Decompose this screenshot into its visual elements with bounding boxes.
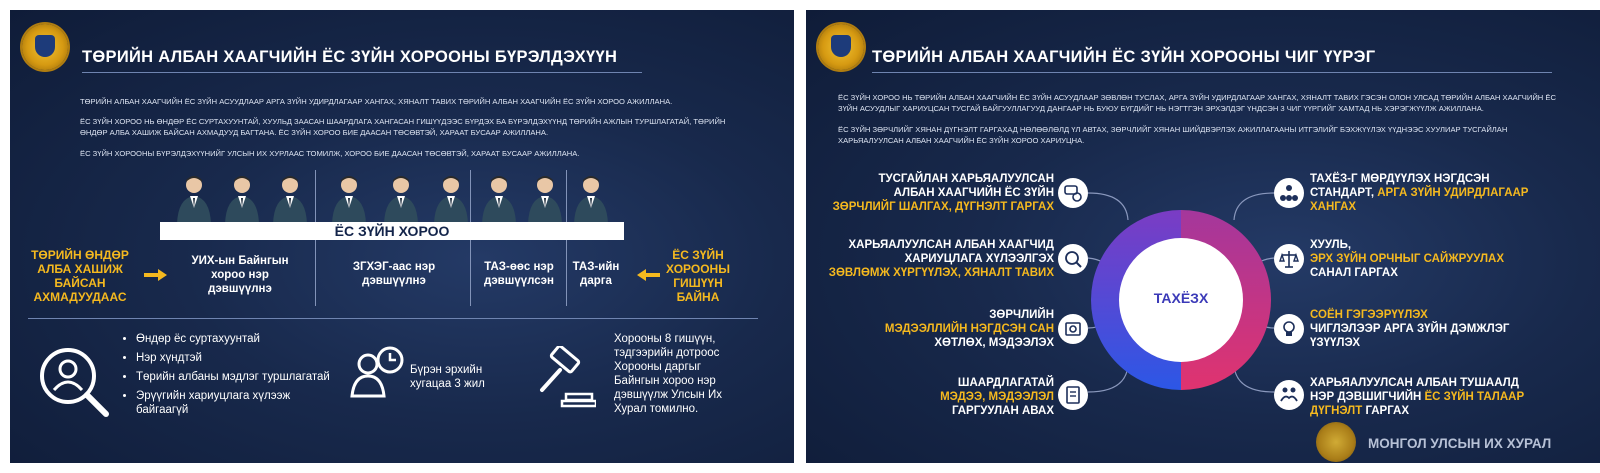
requirement-item: • Төрийн албаны мэдлэг туршлагатай — [136, 370, 336, 384]
right-paragraph-2: ЁС ЗҮЙН ЗӨРЧЛИЙГ ХЯНАН ДҮГНЭЛТ ГАРГАХАД НӨЛӨӨЛӨЛД ҮЛ АВТАХ, ЗӨРЧЛИЙГ ХЯНАН ШИЙДВЭРЛЭХ АЖИЛЛАГААНЫ ИТГЭЛИЙГ БЭХЖҮҮЛЭХ ҮҮДНЭЭС ХУУЛИАР ТУСГАЙЛАН ХАРЬЯАЛУУЛСАН АЛБАН ХААГЧИЙН ЁС ЗҮЙН ХОРОО ХАРИУЦНА. — [838, 125, 1508, 145]
org-icon — [1274, 178, 1304, 208]
divider — [28, 318, 758, 319]
left-paragraph-1: ТӨРИЙН АЛБАН ХААГЧИЙН ЁС ЗҮЙН АСУУДЛААР АРГА ЗҮЙН УДИРДЛАГААР ХАНГАХ, ХЯНАЛТ ТАВИХ ТӨРИЙН АЛБАН ХААГЧИЙН ЁС ЗҮЙН ХОРОО АЖИЛЛАНА. — [80, 97, 673, 106]
person-icon — [382, 174, 420, 224]
database-icon — [1058, 314, 1088, 344]
center-label: ТАХЁЗХ — [1153, 290, 1209, 306]
chair-line: тэдгээрийн дотроос — [614, 347, 720, 359]
person-icon — [480, 174, 518, 224]
left-note-line: ТӨРИЙН ӨНДӨР — [31, 248, 129, 262]
right-item-3 — [1310, 308, 1560, 350]
person-icon — [330, 174, 368, 224]
item-line: ХАРИУЦЛАГА ХҮЛЭЭЛГЭХ — [904, 253, 1054, 265]
left-note-line: АЛБА ХАШИЖ — [37, 262, 123, 276]
right-paragraph-1: ЁС ЗҮЙН ХОРОО НЬ ТӨРИЙН АЛБАН ХААГЧИЙН ЁС ЗҮЙН АСУУДЛААР ЗӨВЛӨН ТУСЛАХ, АРГА ЗҮЙН УДИРДЛАГААР ХАНГАХ, ХЯНАЛТ ТАВИХ ГЭСЭН ОЛОН УЛСАД ТӨРИЙН АЛБАН ХААГЧИЙН ЁС ЗҮЙН АСУУДЛЫГ ХАРИУЦСАН ТУСГАЙ БАЙГУУЛЛАГУУД ДАНГААР НЬ БУЮУ БҮГДИЙГ НЬ НЭГТГЭН ЭРХЭЛДЭГ ҮНДСЭН 3 ЧИГ ҮҮРГИЙГ ХАМТАД НЬ ХЭРЭГЖҮҮЛЖ АЖИЛЛАНА. — [838, 93, 1556, 113]
item-line: ЗӨРЧЛИЙГ ШАЛГАХ, ДҮГНЭЛТ ГАРГАХ — [832, 201, 1054, 213]
right-note-line: ГИШҮҮН — [673, 276, 723, 290]
item-text: ГАРГАХ — [1365, 405, 1409, 417]
item-highlight: АРГА ЗҮЙН УДИРДЛАГААР — [1377, 187, 1529, 199]
item-line: ЭРХ ЗҮЙН ОРЧНЫГ САЙЖРУУЛАХ — [1310, 253, 1505, 265]
column-3 — [474, 260, 564, 288]
right-item-1 — [1310, 172, 1560, 214]
person-icon — [271, 174, 309, 224]
item-text: НЭР ДЭВШИГЧИЙН — [1310, 391, 1425, 403]
requirements-list — [120, 332, 336, 422]
right-item-4 — [1310, 376, 1560, 418]
committee-bar: ЁС ЗҮЙН ХОРОО — [160, 222, 624, 240]
left-note — [20, 248, 140, 304]
person-icon — [572, 174, 610, 224]
gavel-icon — [536, 346, 596, 408]
item-line: ХУУЛЬ, — [1310, 239, 1352, 251]
person-icon — [175, 174, 213, 224]
footer-text: МОНГОЛ УЛСЫН ИХ ХУРАЛ — [1368, 436, 1552, 451]
arrow-left-icon — [636, 268, 660, 282]
term-text — [410, 363, 520, 391]
item-line — [1310, 404, 1560, 418]
left-item-1 — [818, 172, 1054, 214]
footer-emblem-icon — [1316, 422, 1356, 462]
search-list-icon — [1058, 244, 1088, 274]
left-note-line: БАЙСАН — [54, 276, 106, 290]
left-item-2 — [818, 238, 1054, 280]
scales-icon — [1274, 244, 1304, 274]
emblem-icon — [22, 24, 68, 70]
requirement-item: • Эрүүгийн хариуцлага хүлээж байгаагүй — [136, 389, 336, 417]
item-line: МЭДЭЭЛЛИЙН НЭГДСЭН САН — [884, 323, 1054, 335]
item-line: МЭДЭЭ, МЭДЭЭЛЭЛ — [940, 391, 1054, 403]
item-line: ЧИГЛЭЛЭЭР АРГА ЗҮЙН ДЭМЖЛЭГ — [1310, 323, 1510, 335]
item-line: ШААРДЛАГАТАЙ — [957, 377, 1054, 389]
item-line: СОЁН ГЭГЭЭРҮҮЛЭХ — [1310, 309, 1428, 321]
chat-icon — [1058, 178, 1088, 208]
chair-line: дэвшүүлж Улсын Их — [614, 389, 722, 401]
left-item-3 — [818, 308, 1054, 350]
chair-line: Хурал томилно. — [614, 403, 699, 415]
left-slide — [10, 10, 794, 463]
column-line: хороо нэр — [211, 269, 269, 281]
chair-line: Хорооны даргыг — [614, 361, 702, 373]
item-text: СТАНДАРТ, — [1310, 187, 1378, 199]
item-line: САНАЛ ГАРГАХ — [1310, 267, 1398, 279]
column-line: дэвшүүлсэн — [484, 275, 554, 287]
item-line: ХӨТЛӨХ, МЭДЭЭЛЭХ — [934, 337, 1054, 349]
chair-line: Байнгын хороо нэр — [614, 375, 716, 387]
person-icon — [526, 174, 564, 224]
title-underline — [82, 72, 642, 73]
item-line: ХАНГАХ — [1310, 201, 1357, 213]
column-line: УИХ-ын Байнгын — [191, 255, 289, 267]
term-line: хугацаа 3 жил — [410, 378, 485, 390]
item-line: ГАРГУУЛАН АВАХ — [951, 405, 1054, 417]
item-highlight: ДҮГНЭЛТ — [1310, 405, 1366, 417]
item-highlight: ЁС ЗҮЙН ТАЛААР — [1424, 391, 1525, 403]
requirement-item: • Өндөр ёс суртахуунтай — [136, 332, 336, 346]
item-line: АЛБАН ХААГЧИЙН ЁС ЗҮЙН — [893, 187, 1054, 199]
clock-person-icon — [350, 346, 406, 402]
item-line: ТУСГАЙЛАН ХАРЬЯАЛУУЛСАН — [878, 173, 1054, 185]
right-note-line: ЁС ЗҮЙН — [672, 248, 724, 262]
column-line: дэвшүүлнэ — [208, 283, 272, 295]
column-line: дэвшүүлнэ — [362, 275, 426, 287]
document-icon — [1058, 380, 1088, 410]
item-line: ЗӨРЧЛИЙН — [989, 309, 1054, 321]
item-line: ХАРЬЯАЛУУЛСАН АЛБАН ТУШААЛД — [1310, 377, 1519, 389]
item-line: ТАХЁЗ-Г МӨРДҮҮЛЭХ НЭГДСЭН — [1310, 173, 1490, 185]
right-note — [658, 248, 738, 304]
left-paragraph-2: ЁС ЗҮЙН ХОРОО НЬ ӨНДӨР ЁС СУРТАХУУНТАЙ, ХУУЛЬД ЗААСАН ШААРДЛАГА ХАНГАСАН ГИШҮҮДЭЭС БҮРДЭХ БА БҮРЭЛДЭХҮҮНД ТӨРИЙН АЖЛЫН ТУРШЛАГАТАЙ, ТӨРИЙН ӨНДӨР АЛБА ХАШИЖ БАЙСАН АХМАДУУД БАГТАНА. ЁС ЗҮЙН ХОРОО БИЕ ДААСАН ТӨСӨВТЭЙ, ХАРААТ БУСААР АЖИЛЛАНА. — [80, 117, 726, 137]
item-line: ХАРЬЯАЛУУЛСАН АЛБАН ХААГЧИД — [848, 239, 1054, 251]
handshake-icon — [1274, 380, 1304, 410]
chair-note — [614, 332, 764, 416]
left-paragraph-3: ЁС ЗҮЙН ХОРООНЫ БҮРЭЛДЭХҮҮНИЙГ УЛСЫН ИХ ХУРЛААС ТОМИЛЖ, ХОРОО БИЕ ДААСАН ТӨСӨВТЭЙ, ХАРААТ БУСААР АЖИЛЛАНА. — [80, 149, 580, 158]
person-icon — [223, 174, 261, 224]
arrow-right-icon — [144, 268, 168, 282]
item-line — [1310, 390, 1560, 404]
column-line: дарга — [580, 275, 612, 287]
item-line: ҮЗҮҮЛЭХ — [1310, 337, 1361, 349]
right-slide — [806, 10, 1600, 463]
left-item-4 — [818, 376, 1054, 418]
item-line — [1310, 186, 1560, 200]
person-icon — [432, 174, 470, 224]
magnifier-person-icon — [36, 344, 110, 418]
left-note-line: АХМАДУУДААС — [33, 290, 127, 304]
column-2 — [322, 260, 466, 288]
right-note-line: ХОРООНЫ — [666, 262, 730, 276]
column-4 — [568, 260, 624, 288]
requirement-item: • Нэр хүндтэй — [136, 351, 336, 365]
left-title: ТӨРИЙН АЛБАН ХААГЧИЙН ЁС ЗҮЙН ХОРООНЫ БҮРЭЛДЭХҮҮН — [82, 48, 618, 66]
column-line: ТАЗ-ийн — [572, 261, 620, 273]
chair-line: Хорооны 8 гишүүн, — [614, 333, 716, 345]
right-item-2 — [1310, 238, 1560, 280]
column-line: ЗГХЭГ-аас нэр — [352, 261, 436, 273]
item-line: ЗӨВЛӨМЖ ХҮРГҮҮЛЭХ, ХЯНАЛТ ТАВИХ — [828, 267, 1054, 279]
term-line: Бүрэн эрхийн — [410, 364, 483, 376]
right-title: ТӨРИЙН АЛБАН ХААГЧИЙН ЁС ЗҮЙН ХОРООНЫ ЧИГ ҮҮРЭГ — [872, 48, 1376, 66]
column-1 — [170, 254, 310, 296]
column-line: ТАЗ-өөс нэр — [484, 261, 554, 273]
bulb-icon — [1274, 314, 1304, 344]
right-note-line: БАЙНА — [676, 290, 720, 304]
